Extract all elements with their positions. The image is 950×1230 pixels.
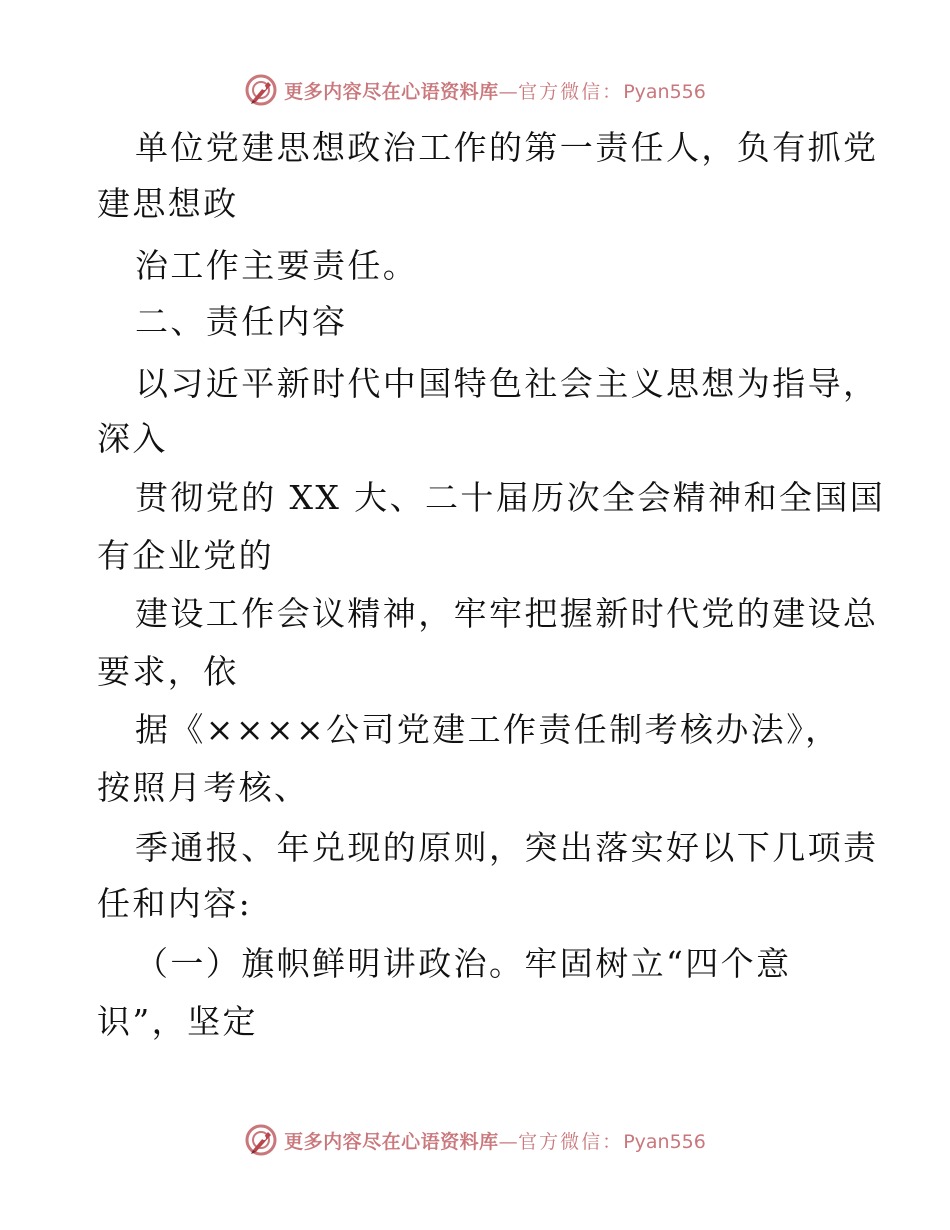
text-line: 识”，坚定 (97, 1002, 258, 1041)
text-line: 深入 (97, 419, 168, 458)
text-line: 有企业党的 (97, 536, 274, 575)
text-line: 建思想政 (97, 184, 239, 223)
text-line: 按照月考核、 (97, 768, 310, 807)
text-line: 据《××××公司党建工作责任制考核办法》， (135, 710, 841, 749)
footer-banner-text: 更多内容尽在心语资料库—官方微信：Pyan556 (284, 1130, 706, 1153)
subsection-heading: （一）旗帜鲜明讲政治。牢固树立“四个意 (135, 944, 792, 983)
text-line: 单位党建思想政治工作的第一责任人，负有抓党 (135, 128, 879, 167)
text-line: 治工作主要责任。 (135, 246, 419, 285)
text-line: 要求，依 (97, 652, 239, 691)
footer-banner (0, 1120, 950, 1160)
text-line: 贯彻党的 XX 大、二十届历次全会精神和全国国 (135, 478, 886, 517)
pen-logo-icon (244, 1123, 278, 1157)
text-line: 季通报、年兑现的原则，突出落实好以下几项责 (135, 828, 879, 867)
text-line: 建设工作会议精神，牢牢把握新时代党的建设总 (135, 594, 879, 633)
header-banner-text: 更多内容尽在心语资料库—官方微信：Pyan556 (284, 80, 706, 103)
header-banner (0, 70, 950, 110)
text-line: 以习近平新时代中国特色社会主义思想为指导， (135, 364, 879, 403)
section-heading: 二、责任内容 (135, 302, 348, 341)
text-line: 任和内容: (97, 884, 253, 923)
pen-logo-icon (244, 73, 278, 107)
